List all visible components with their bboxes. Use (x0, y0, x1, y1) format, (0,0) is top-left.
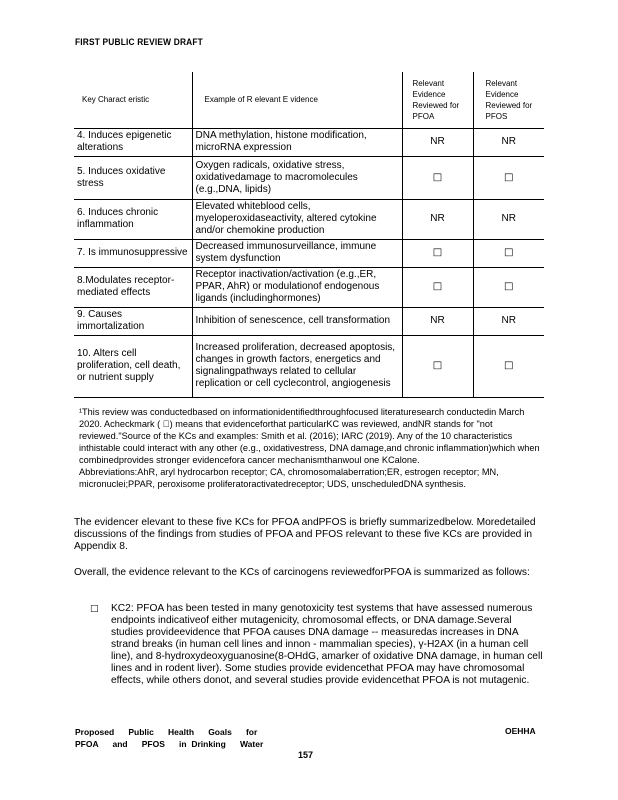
checkmark-icon: □ (432, 247, 443, 258)
bullet-icon: □ (90, 604, 99, 614)
table-header-row (74, 72, 544, 128)
pfoa-cell: NR (402, 128, 473, 156)
table-row (74, 335, 544, 397)
pfoa-cell (402, 156, 473, 199)
table-row (74, 156, 544, 199)
header-key-characteristic: Key Charact eristic (74, 72, 192, 128)
example-cell: DNA methylation, histone modification, microRNA expression (192, 128, 402, 156)
pfos-cell (473, 335, 544, 397)
example-cell: Inhibition of senescence, cell transformation (192, 307, 402, 335)
pfos-cell (473, 267, 544, 307)
table-notes (79, 406, 549, 490)
checkmark-icon: □ (504, 171, 514, 183)
header-pfoa: Relevant Evidence Reviewed for PFOA (402, 72, 473, 128)
footer-left (75, 726, 263, 750)
kc-cell: 6. Induces chronic inflammation (74, 199, 192, 239)
table-row (74, 199, 544, 239)
header-pfos: Relevant Evidence Reviewed for PFOS (473, 72, 544, 128)
checkmark-icon: □ (504, 360, 514, 371)
checkmark-icon: □ (432, 171, 443, 183)
bullet-item-kc2 (90, 603, 545, 687)
example-cell: Oxygen radicals, oxidative stress, oxidativedamage to macromolecules (e.g.,DNA, lipids) (192, 156, 402, 199)
pfos-cell: NR (473, 307, 544, 335)
footer-title-line-1: Proposed Public Health Goals for (75, 727, 258, 737)
pfos-cell: NR (473, 128, 544, 156)
pfoa-cell (402, 267, 473, 307)
kc-cell: 5. Induces oxidative stress (74, 156, 192, 199)
footnote-text: ¹This review was conductedbased on informationidentifiedthroughfocused literaturesearch conductedin March 2020. Acheckmark ( ) means that evidenceforthat particularKC was reviewed, andNR stands for "not reviewed."Source of the KCs and examples: Smith et al. (2016); IARC (2019). Any of the 10 characteristics inthistable could interact with any other (e.g., oxidativestress, DNA damage,and chronic inflammation)which when combinedprovides stronger evidencefora cancer mechanismthanwoul one KCalone. (79, 407, 540, 465)
footer-title-line-2: PFOA and PFOS in Drinking Water (75, 739, 264, 749)
pfoa-cell (402, 239, 473, 267)
pfoa-cell: NR (402, 307, 473, 335)
kc-cell: 8.Modulates receptor-mediated effects (74, 267, 192, 307)
kc-cell: 10. Alters cell proliferation, cell death, or nutrient supply (74, 335, 192, 397)
kc-cell: 9. Causes immortalization (74, 307, 192, 335)
pfoa-cell (402, 335, 473, 397)
checkmark-icon: □ (432, 360, 443, 371)
example-cell: Receptor inactivation/activation (e.g.,ER, PPAR, AhR) or modulationof endogenous ligands (includinghormones) (192, 267, 402, 307)
header-example: Example of R elevant E vidence (192, 72, 402, 128)
checkmark-icon: □ (432, 281, 443, 292)
table-row (74, 128, 544, 156)
footer-agency: OEHHA (505, 726, 536, 736)
paragraph-text: Overall, the evidence relevant to the KCs of carcinogens reviewedforPFOA is summarized as follows: (74, 567, 530, 578)
example-cell: Elevated whiteblood cells, myeloperoxidaseactivity, altered cytokine and/or chemokine production (192, 199, 402, 239)
body-paragraph-2 (74, 567, 544, 579)
pfos-cell (473, 156, 544, 199)
pfoa-cell: NR (402, 199, 473, 239)
checkmark-icon: □ (504, 247, 514, 258)
checkmark-icon: □ (504, 281, 514, 292)
pfos-cell: NR (473, 199, 544, 239)
table-row (74, 239, 544, 267)
table-row (74, 307, 544, 335)
page-number: 157 (298, 750, 314, 760)
pfos-cell (473, 239, 544, 267)
kc-cell: 4. Induces epigenetic alterations (74, 128, 192, 156)
draft-header: FIRST PUBLIC REVIEW DRAFT (75, 37, 203, 48)
key-characteristics-table (74, 72, 544, 398)
table-row (74, 267, 544, 307)
kc-cell: 7. Is immunosuppressive (74, 239, 192, 267)
body-paragraph-1 (74, 517, 544, 553)
example-cell: Decreased immunosurveillance, immune system dysfunction (192, 239, 402, 267)
example-cell: Increased proliferation, decreased apoptosis, changes in growth factors, energetics and signalingpathways related to cellular replication or cell cyclecontrol, angiogenesis (192, 335, 402, 397)
abbreviations-text: Abbreviations:AhR, aryl hydrocarbon receptor; CA, chromosomalaberration;ER, estrogen receptor; MN, micronuclei;PPAR, peroxisome proliferatoractivatedreceptor; UDS, unscheduledDNA synthesis. (79, 467, 499, 489)
bullet-text: KC2: PFOA has been tested in many genotoxicity test systems that have assessed numerous endpoints indicativeof either mutagenicity, chromosomal effects, or DNA damage.Several studies provideevidence that PFOA causes DNA damage -- measuredas increases in DNA strand breaks (in human cell lines and innon - mammalian species), γ-H2AX (in a human cell line), and 8-hydroxydeoxyguanosine(8-OHdG, amarker of oxidative DNA damage, in human cell lines and in rodent liver). Some studies provide evidencethat PFOA may have chromosomal effects, while others donot, and several studies provide evidencethat PFOA is not mutagenic. (111, 603, 543, 686)
paragraph-text: The evidencer elevant to these five KCs for PFOA andPFOS is briefly summarizedbelow. Moredetailed discussions of the findings from studies of PFOA and PFOS relevant to these five KCs are provided in Appendix 8. (74, 517, 536, 552)
